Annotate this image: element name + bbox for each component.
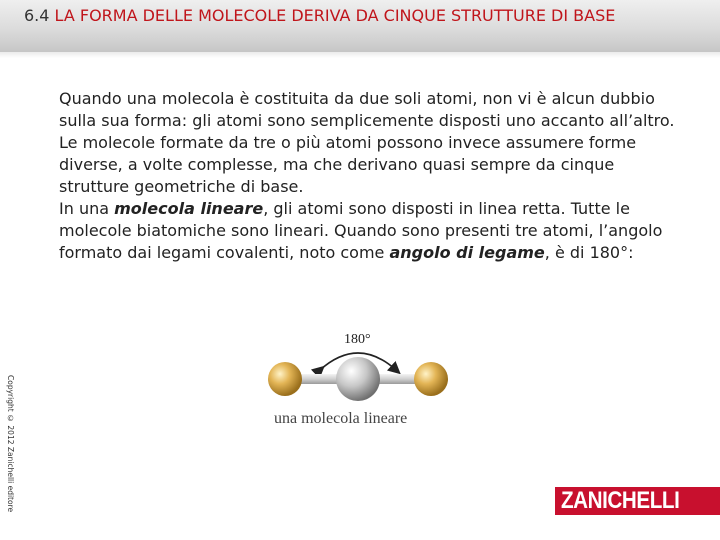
- figure-caption: una molecola lineare: [274, 410, 408, 427]
- paragraph-1: Quando una molecola è costituita da due soli atomi, non vi è alcun dubbio sulla sua forma: gli atomi sono semplicemente disposti uno accanto all’altro.: [59, 89, 675, 130]
- slide-title: [24, 5, 664, 26]
- term-molecola-lineare: molecola lineare: [114, 199, 264, 218]
- section-number: 6.4: [24, 6, 50, 25]
- outer-atom-right: [414, 362, 448, 396]
- title-text: LA FORMA DELLE MOLECOLE DERIVA DA CINQUE STRUTTURE DI BASE: [54, 6, 616, 25]
- paragraph-3: [59, 198, 689, 264]
- linear-molecule-figure: [258, 330, 458, 430]
- paragraph-3-middle: , gli atomi sono disposti in linea retta. Tutte le molecole biatomiche sono lineari. Quando sono presenti tre atomi, l’angolo formato dai legami covalenti, noto come: [59, 199, 663, 262]
- copyright-text: Copyright © 2012 Zanichelli editore: [6, 375, 15, 513]
- outer-atom-left: [268, 362, 302, 396]
- angle-label: 180°: [344, 332, 371, 347]
- paragraph-3-end: , è di 180°:: [544, 243, 634, 262]
- paragraph-3-start: In una: [59, 199, 115, 218]
- paragraph-2: Le molecole formate da tre o più atomi possono invece assumere forme diverse, a volte complesse, ma che derivano quasi sempre da cinque strutture geometriche di base.: [59, 133, 637, 196]
- header-shadow: [0, 52, 720, 58]
- publisher-logo: ZANICHELLI: [561, 487, 680, 514]
- body-text: [59, 88, 689, 264]
- central-atom: [336, 357, 380, 401]
- term-angolo-di-legame: angolo di legame: [389, 243, 545, 262]
